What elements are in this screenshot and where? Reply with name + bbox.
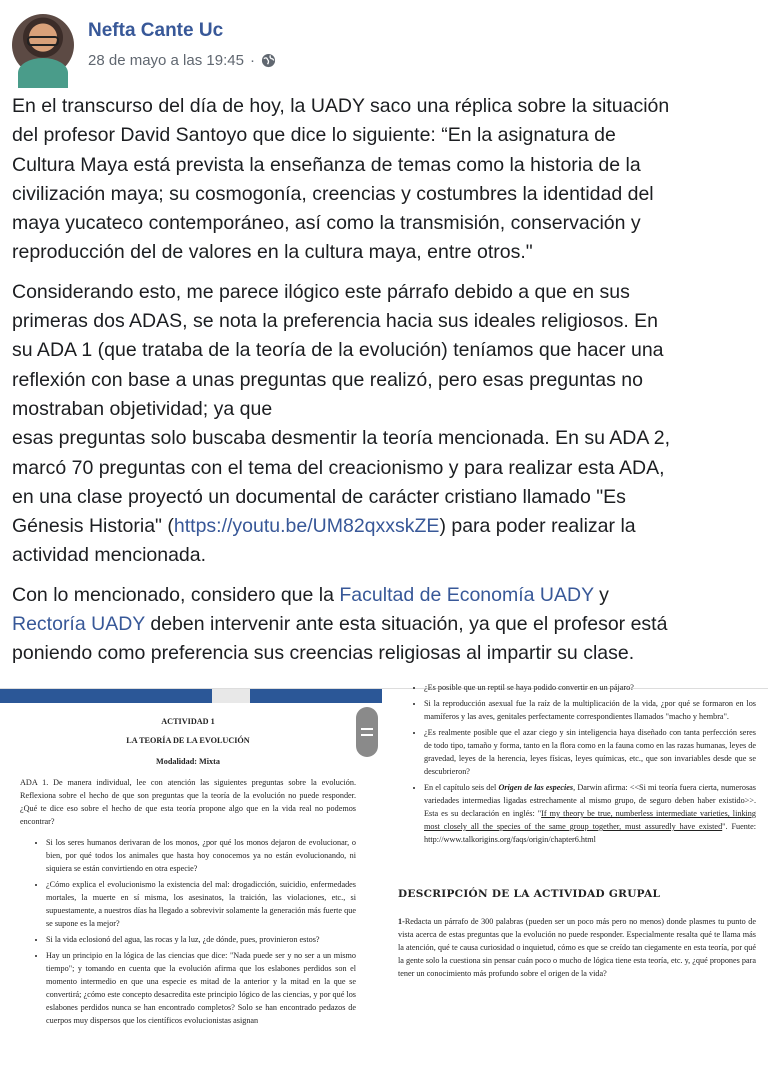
document-body-right xyxy=(398,681,756,980)
text-fragment: En el capítulo seis del xyxy=(424,783,499,792)
avatar-glasses xyxy=(27,36,59,46)
text-line: Considerando esto, me parece ilógico este párrafo debido a que en sus xyxy=(12,280,630,303)
text-line: reflexión con base a unas preguntas que realizó, pero esas preguntas no xyxy=(12,368,643,391)
list-item: • ¿Cómo explica el evolucionismo la existencia del mal: drogadicción, suicidio, enfermedades mortales, la muerte en sí misma, los asesinatos, la traición, las violaciones, etc., si supuestamente, a nuestros días ha llegado a sobrevivir solamente la generación más fuerte que se supone es la mejor? xyxy=(46,878,356,930)
post-header xyxy=(12,14,752,84)
post-paragraph-3 xyxy=(12,581,758,669)
rectoria-link[interactable]: Rectoría UADY xyxy=(12,613,145,636)
text-line: actividad mencionada. xyxy=(12,544,207,567)
list-item: • Si la vida eclosionó del agua, las rocas y la luz, ¿de dónde, pues, provinieron estos? xyxy=(46,933,356,946)
doc-title: ACTIVIDAD 1 xyxy=(161,717,215,726)
scroll-handle-icon[interactable] xyxy=(356,707,378,757)
text-fragment: Con lo mencionado, considero que la xyxy=(12,583,340,606)
group-activity-text xyxy=(398,915,756,980)
document-image-left[interactable] xyxy=(0,689,382,1084)
text-line xyxy=(12,581,758,610)
list-item: • ¿Es realmente posible que el azar ciego y sin inteligencia haya diseñado con tanta perfección seres de todo tipo, tamaño y forma, tanto en la flora como en la fauna como en las razas humanas, leyes de gravedad, leyes de la herencia, leyes físicas, leyes químicas, etc., que son invariables desde que se descubrieron? xyxy=(424,726,756,778)
doc-modality: Modalidad: Mixta xyxy=(156,757,220,766)
text-fragment: ". Fuente: http://www.talkorigins.org/faqs/origin/chapter6.html xyxy=(424,822,756,844)
text-line: marcó 70 preguntas con el tema del creacionismo y para realizar esta ADA, xyxy=(12,456,665,479)
doc-subtitle: LA TEORÍA DE LA EVOLUCIÓN xyxy=(126,736,250,745)
text-line: poniendo como preferencia sus creencias religiosas al impartir su clase. xyxy=(12,642,635,665)
text-fragment: y xyxy=(593,583,609,606)
text-line: reproducción del de valores en la cultura maya, entre otros." xyxy=(12,241,533,264)
text-line: maya yucateco contemporáneo, así como la transmisión, conservación y xyxy=(12,212,641,235)
group-activity-title: DESCRIPCIÓN DE LA ACTIVIDAD GRUPAL xyxy=(398,888,661,900)
post-meta xyxy=(88,52,276,69)
document-toolbar xyxy=(0,689,382,703)
text-line xyxy=(12,512,758,541)
doc-question-list xyxy=(398,681,756,846)
group-number: 1- xyxy=(398,917,405,926)
text-line: del profesor David Santoyo que dice lo siguiente: “En la asignatura de xyxy=(12,124,616,147)
avatar[interactable] xyxy=(12,14,74,76)
text-fragment: Redacta un párrafo de 300 palabras (pueden ser un poco más pero no menos) donde plasmes tu punto de vista acerca de estas preguntas que la evolución no puede responder. Especialmente resalta qué te llama más la atención, qué te causa curiosidad o inquietud, cómo es que se creído tan ciegamente en esta teoría, por qué la gente solo la cuestiona sin pensar cuán poco o mucho de lógica tiene esta teoría, etc. y, ¿qué propones para tener un conocimiento más profundo sobre el origen de la vida? xyxy=(398,917,756,978)
book-title: Origen de las especies xyxy=(498,783,574,792)
doc-intro: ADA 1. De manera individual, lee con atención las siguientes preguntas sobre la evolución. Reflexiona sobre el hecho de que son preguntas que la teoría de la evolución no puede responder. ¿Qué te dice eso sobre el hecho de que esta teoría propone algo que en la vida real no podemos encontrar? xyxy=(20,778,356,826)
youtube-link[interactable]: https://youtu.be/UM82qxxskZE xyxy=(173,515,440,538)
list-item: • ¿Es posible que un reptil se haya podido convertir en un pájaro? xyxy=(424,681,756,694)
text-line xyxy=(12,610,758,639)
globe-icon[interactable] xyxy=(261,53,276,68)
doc-question-list xyxy=(20,836,356,1027)
text-line: En el transcurso del día de hoy, la UADY saco una réplica sobre la situación xyxy=(12,95,670,117)
list-item: • Si la reproducción asexual fue la raíz de la multiplicación de la vida, ¿por qué se formaron en los mamíferos y las aves, genitales perfectamente correspondientes llamados "macho y hembra". xyxy=(424,697,756,723)
text-fragment: , Darwin afirma: <<Si mi teoría fuera cierta, numerosas variedades intermedias ligadas estrechamente al mismo grupo, de seguro deben haber existido>>. Esta es su declaración en inglés: " xyxy=(424,783,756,818)
text-line: primeras dos ADAS, se nota la preferencia hacia sus ideales religiosos. En xyxy=(12,310,659,333)
document-body-left xyxy=(20,715,356,1030)
text-line: mostraban objetividad; ya que xyxy=(12,397,273,420)
list-item: • Si los seres humanos derivaran de los monos, ¿por qué los monos dejaron de evolucionar, o bien, por qué todos los animales que hasta hoy conocemos ya no están evolucionando, ni siquiera se están convirtiendo en otra especie? xyxy=(46,836,356,875)
text-line: esas preguntas solo buscaba desmentir la teoría mencionada. En su ADA 2, xyxy=(12,427,670,450)
avatar-shirt xyxy=(18,58,68,88)
document-tab xyxy=(212,689,250,703)
post-paragraph-1 xyxy=(12,92,758,268)
post-text xyxy=(12,92,758,679)
text-line: civilización maya; su cosmogonía, creencias y costumbres la identidad del xyxy=(12,182,654,205)
author-name[interactable]: Nefta Cante Uc xyxy=(88,20,224,41)
text-fragment: ) para poder realizar la xyxy=(439,515,636,538)
facultad-economia-link[interactable]: Facultad de Economía UADY xyxy=(339,583,594,606)
darwin-quote: If my theory be true, numberless intermediate varieties, linking most closely all the species of the same group together, must assuredly have existed xyxy=(424,809,756,831)
text-fragment: deben intervenir ante esta situación, ya que el profesor está xyxy=(144,613,668,636)
list-item xyxy=(424,781,756,846)
text-line: en una clase proyectó un documental de carácter cristiano llamado "Es xyxy=(12,485,626,508)
list-item: • Hay un principio en la lógica de las ciencias que dice: "Nada puede ser y no ser a un mismo tiempo"; y tomando en cuenta que la evolución afirma que los eslabones perdidos son el momento intermedio en que una especie es mitad de la anterior y la mitad en la que se convertirá; ¿cómo este concepto desacredita este principio lógico de las ciencias, y por qué los eslabones perdidos nunca se han encontrado completos? Solo se han encontrado pedazos de cuerpos muy dispersos que los científicos evolucionistas asignan xyxy=(46,949,356,1027)
text-line: su ADA 1 (que trataba de la teoría de la evolución) teníamos que hacer una xyxy=(12,339,664,362)
post-paragraph-2 xyxy=(12,278,758,571)
text-line: Cultura Maya está prevista la enseñanza de temas como la historia de la xyxy=(12,153,641,176)
meta-separator: · xyxy=(249,52,255,69)
text-fragment: Génesis Historia" ( xyxy=(12,515,174,538)
document-image-right[interactable] xyxy=(386,683,768,1084)
post-date[interactable]: 28 de mayo a las 19:45 xyxy=(88,52,244,69)
attached-images[interactable] xyxy=(0,683,768,1083)
